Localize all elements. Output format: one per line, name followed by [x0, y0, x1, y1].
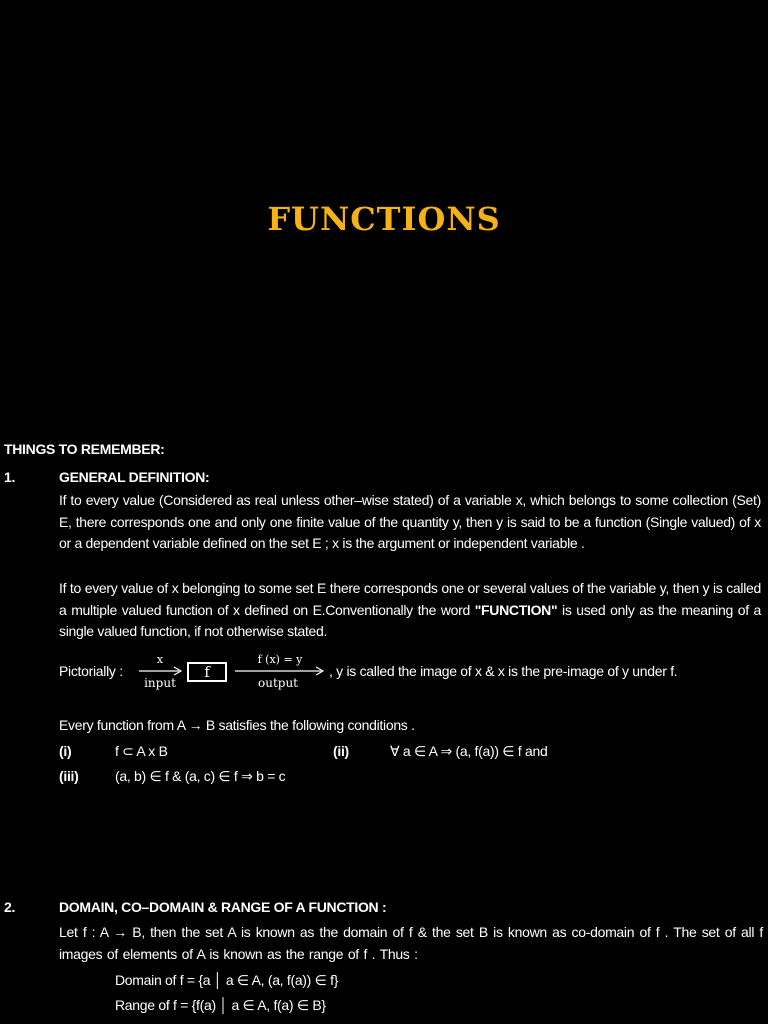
domain-definition: Domain of f = {a │ a ∈ A, (a, f(a)) ∈ f} [115, 972, 339, 988]
paragraph-2-text-start: If to every value of x belonging to some set E there corresponds one or several values of the variable y, then y is called a multiple valued function of x defined on E.Conventionally the word [59, 580, 761, 618]
section-1-paragraph-1: If to every value (Considered as real unless other–wise stated) of a variable x, which belongs to some collection (Set) E, there corresponds one and only one finite value of the quantity y, then y is said to be a function (Single valued) of x or a dependent variable defined on the set E ; x is the argument or independent variable . [59, 492, 761, 551]
input-arrow-top-label: x [156, 653, 164, 666]
condition-i-text: f ⊂ A x B [115, 743, 168, 759]
things-to-remember-heading: THINGS TO REMEMBER: [4, 441, 165, 457]
section-2-paragraph: Let f : A → B, then the set A is known as the domain of f & the set B is known as co-domain of f . The set of all f images of elements of A is known as the range of f . Thus : [59, 924, 763, 962]
output-arrow-bottom-label: output [257, 676, 298, 690]
section-1-number: 1. [4, 469, 16, 485]
range-definition: Range of f = {f(a) │ a ∈ A, f(a) ∈ B} [115, 997, 326, 1013]
function-diagram [59, 653, 759, 696]
section-1-heading: GENERAL DEFINITION: [59, 469, 210, 485]
condition-iii-text: (a, b) ∈ f & (a, c) ∈ f ⇒ b = c [115, 768, 286, 784]
input-arrow-bottom-label: input [144, 676, 176, 690]
page-title: FUNCTIONS [267, 200, 501, 238]
condition-iii-label: (iii) [59, 768, 79, 784]
pictorially-description: , y is called the image of x & x is the pre-image of y under f. [329, 663, 678, 679]
condition-i-label: (i) [59, 743, 72, 759]
section-1-paragraph-2 [59, 578, 761, 643]
conditions-intro: Every function from A → B satisfies the following conditions . [59, 717, 415, 733]
output-arrow-top-label: f (x) = y [257, 653, 303, 666]
section-2-number: 2. [4, 899, 16, 915]
condition-ii-text: ∀ a ∈ A ⇒ (a, f(a)) ∈ f and [390, 743, 548, 759]
section-2-heading: DOMAIN, CO–DOMAIN & RANGE OF A FUNCTION : [59, 899, 387, 915]
paragraph-2-text-end: is used only as the meaning of a single valued function, if not otherwise stated. [59, 601, 761, 639]
pictorially-label: Pictorially : [59, 663, 123, 679]
output-arrow-icon [235, 666, 327, 676]
condition-ii-label: (ii) [333, 743, 349, 759]
function-keyword: "FUNCTION" [474, 601, 558, 618]
input-arrow-icon [139, 666, 185, 676]
function-box: f [187, 662, 227, 682]
